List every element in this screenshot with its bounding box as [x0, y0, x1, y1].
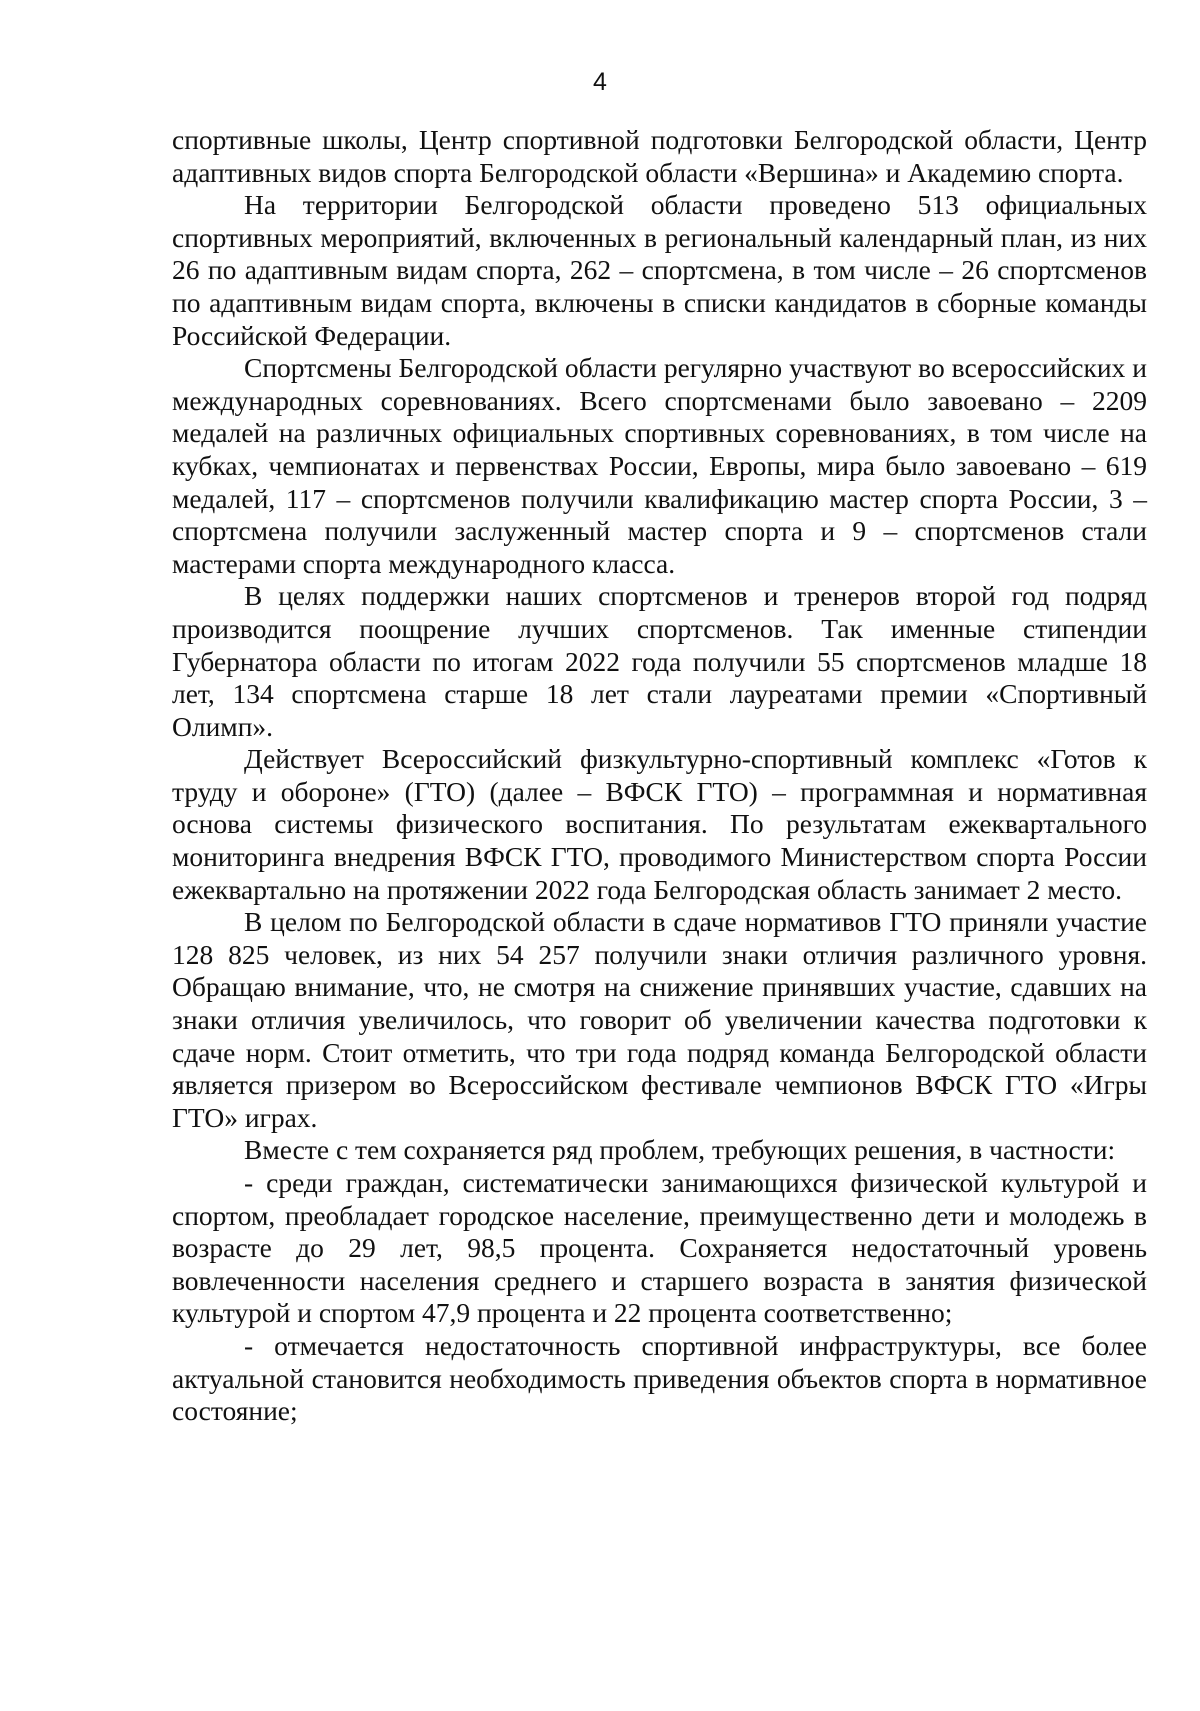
- paragraph-problems-intro: Вместе с тем сохраняется ряд проблем, требующих решения, в частности:: [244, 1134, 1116, 1166]
- paragraph-scholarships: В целях поддержки наших спортсменов и тренеров второй год подряд производится поощрение лучших спортсменов. Так именные стипендии Губернатора области по итогам 2022 года получили 55 спортсменов младше 18 лет, 134 спортсмена старше 18 лет стали лауреатами премии «Спортивный Олимп».: [172, 580, 1147, 742]
- paragraph-continuation: спортивные школы, Центр спортивной подготовки Белгородской области, Центр адаптивных видов спорта Белгородской области «Вершина» и Академию спорта.: [172, 124, 1147, 188]
- list-item-population: - среди граждан, систематически занимающихся физической культурой и спортом, преобладает городское население, преимущественно дети и молодежь в возрасте до 29 лет, 98,5 процента. Сохраняется недостаточный уровень вовлеченности населения среднего и старшего возраста в занятия физической культурой и спортом 47,9 процента и 22 процента соответственно;: [172, 1167, 1147, 1329]
- document-body: [172, 124, 1147, 1428]
- list-item-infrastructure: - отмечается недостаточность спортивной инфраструктуры, все более актуальной становится необходимость приведения объектов спорта в нормативное состояние;: [172, 1329, 1147, 1427]
- paragraph-medals: Спортсмены Белгородской области регулярно участвуют во всероссийских и международных соревнованиях. Всего спортсменами было завоевано – 2209 медалей на различных официальных спортивных соревнованиях, в том числе на кубках, чемпионатах и первенствах России, Европы, мира было завоевано – 619 медалей, 117 – спортсменов получили квалификацию мастер спорта России, 3 – спортсмена получили заслуженный мастер спорта и 9 – спортсменов стали мастерами спорта международного класса.: [172, 352, 1147, 579]
- page-number: 4: [593, 68, 607, 96]
- paragraph-gto-complex: Действует Всероссийский физкультурно-спортивный комплекс «Готов к труду и обороне» (ГТО) (далее – ВФСК ГТО) – программная и нормативная основа системы физического воспитания. По результатам ежеквартального мониторинга внедрения ВФСК ГТО, проводимого Министерством спорта России ежеквартально на протяжении 2022 года Белгородская область занимает 2 место.: [172, 743, 1147, 905]
- paragraph-gto-results: В целом по Белгородской области в сдаче нормативов ГТО приняли участие 128 825 человек, из них 54 257 получили знаки отличия различного уровня. Обращаю внимание, что, не смотря на снижение принявших участие, сдавших на знаки отличия увеличилось, что говорит об увеличении качества подготовки к сдаче норм. Стоит отметить, что три года подряд команда Белгородской области является призером во Всероссийском фестивале чемпионов ВФСК ГТО «Игры ГТО» играх.: [172, 906, 1147, 1133]
- paragraph-events: На территории Белгородской области проведено 513 официальных спортивных мероприятий, включенных в региональный календарный план, из них 26 по адаптивным видам спорта, 262 – спортсмена, в том числе – 26 спортсменов по адаптивным видам спорта, включены в списки кандидатов в сборные команды Российской Федерации.: [172, 189, 1147, 351]
